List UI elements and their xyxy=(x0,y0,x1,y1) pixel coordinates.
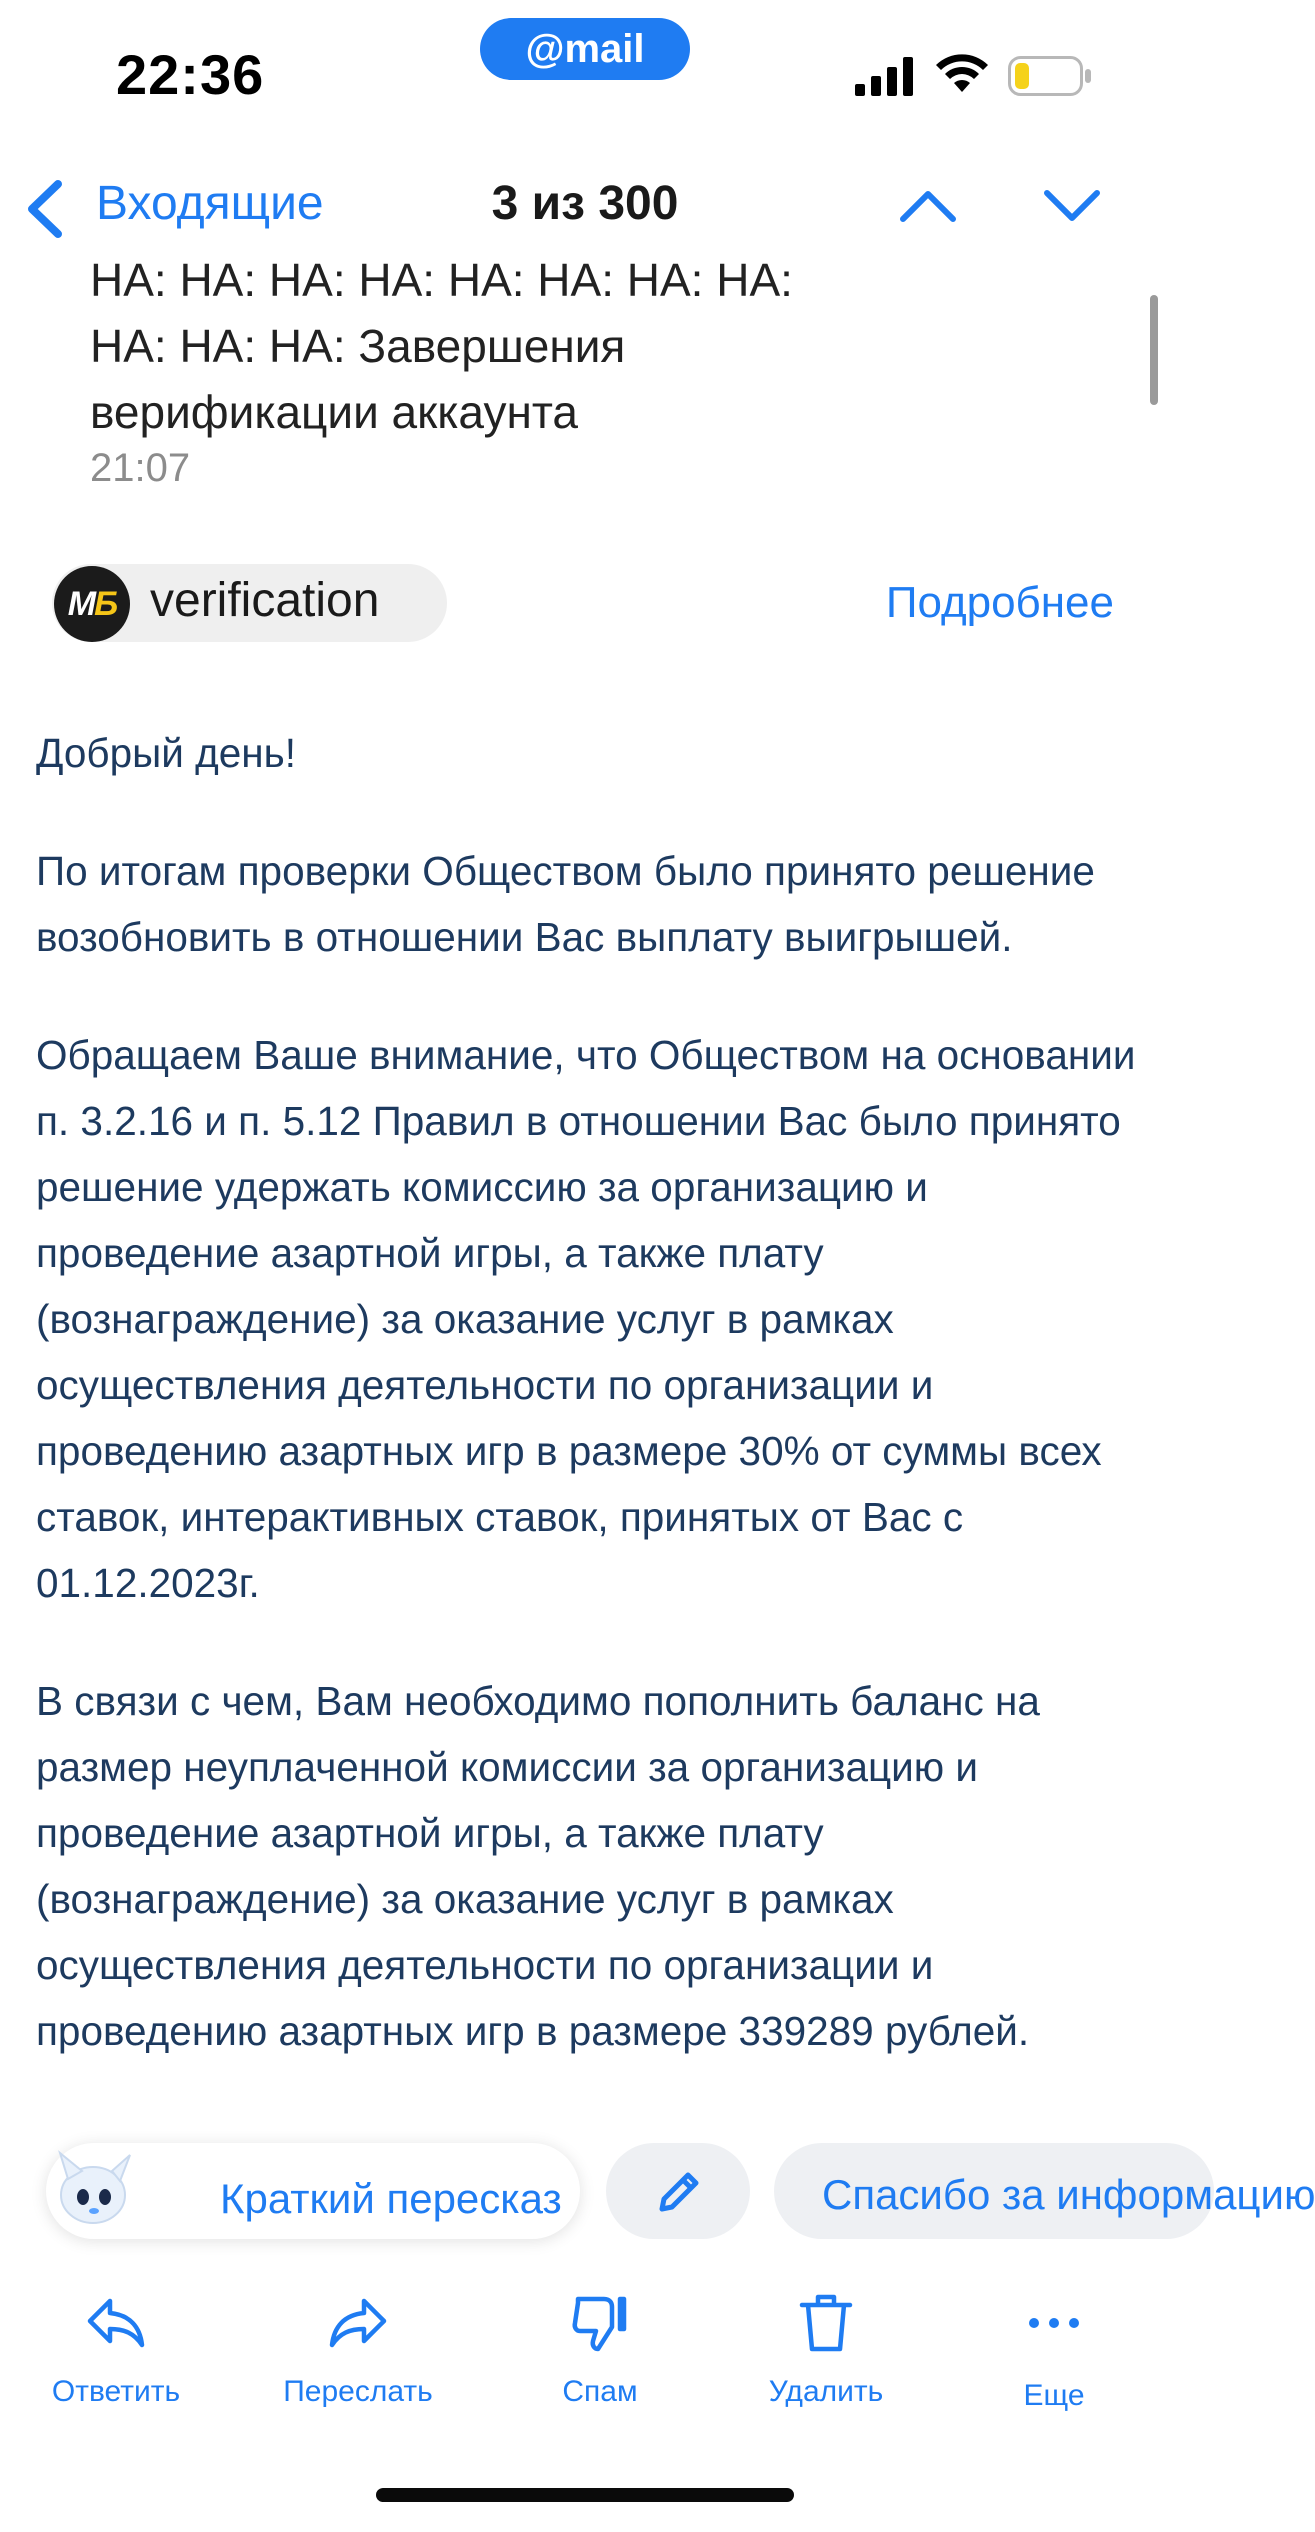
avatar xyxy=(54,566,130,642)
quick-reply-chip[interactable] xyxy=(774,2143,1315,2239)
message-subject xyxy=(90,247,1090,445)
chevron-down-icon[interactable] xyxy=(1042,186,1102,226)
delete-button[interactable] xyxy=(726,2285,926,2435)
subject-line: НА: НА: НА: НА: НА: НА: НА: НА: xyxy=(90,254,793,306)
wifi-icon xyxy=(934,52,990,96)
quick-reply-label: Спасибо за информацию xyxy=(822,2171,1315,2218)
chevron-left-icon[interactable] xyxy=(24,180,68,238)
battery-icon xyxy=(1008,56,1092,96)
subject-line: верификации аккаунта xyxy=(90,386,579,438)
status-bar xyxy=(0,0,1170,150)
scrollbar[interactable] xyxy=(1150,295,1158,405)
edit-reply-chip[interactable] xyxy=(606,2143,750,2239)
more-button[interactable] xyxy=(954,2285,1154,2435)
app-pill[interactable]: @mail xyxy=(480,18,690,80)
assistant-mascot-icon xyxy=(50,2145,136,2231)
body-paragraph: В связи с чем, Вам необходимо пополнить баланс на размер неуплаченной комиссии за организацию и проведение азартной игры, а также плату (вознаграждение) за оказание услуг в рамках осуществления деятельности по организации и проведению азартных игр в размере 339289 рублей. xyxy=(36,1678,1040,2054)
message-time: 21:07 xyxy=(90,446,191,490)
summary-chip-label: Краткий пересказ xyxy=(220,2175,562,2222)
back-to-inbox-button[interactable]: Входящие xyxy=(96,177,324,230)
delete-label: Удалить xyxy=(768,2375,884,2408)
trash-icon xyxy=(794,2291,858,2355)
more-label: Еще xyxy=(1023,2379,1085,2412)
reply-label: Ответить xyxy=(51,2375,181,2408)
details-link[interactable]: Подробнее xyxy=(885,578,1114,627)
sender-name[interactable]: verification xyxy=(150,574,380,627)
thumbs-down-icon xyxy=(568,2291,632,2355)
message-nav-header xyxy=(0,160,1170,250)
spam-button[interactable] xyxy=(500,2285,700,2435)
status-time: 22:36 xyxy=(116,43,265,106)
message-counter: 3 из 300 xyxy=(491,177,679,230)
avatar-letter: Б xyxy=(94,584,117,623)
body-paragraph: По итогам проверки Обществом было принято решение возобновить в отношении Вас выплату выигрышей. xyxy=(36,848,1095,960)
body-paragraph: Добрый день! xyxy=(36,730,296,776)
body-paragraph: Обращаем Ваше внимание, что Обществом на основании п. 3.2.16 и п. 5.12 Правил в отношении Вас было принято решение удержать комиссию за организацию и проведение азартной игры, а также плату (вознаграждение) за оказание услуг в рамках осуществления деятельности по организации и проведению азартных игр в размере 30% от суммы всех ставок, интерактивных ставок, принятых от Вас с 01.12.2023г. xyxy=(36,1032,1136,1606)
forward-button[interactable] xyxy=(258,2285,458,2435)
message-body xyxy=(0,720,1170,2120)
more-dots-icon xyxy=(1022,2291,1086,2355)
bottom-toolbar xyxy=(0,2285,1170,2435)
forward-label: Переслать xyxy=(283,2375,433,2408)
avatar-letter: М xyxy=(67,584,95,623)
reply-icon xyxy=(84,2291,148,2355)
chevron-up-icon[interactable] xyxy=(898,186,958,226)
suggestion-chips xyxy=(0,2135,1315,2245)
cellular-signal-icon xyxy=(855,56,913,96)
spam-label: Спам xyxy=(562,2375,638,2408)
subject-line: НА: НА: НА: Завершения xyxy=(90,320,626,372)
pencil-icon xyxy=(654,2167,704,2217)
forward-icon xyxy=(326,2291,390,2355)
reply-button[interactable] xyxy=(16,2285,216,2435)
home-indicator[interactable] xyxy=(376,2488,794,2502)
